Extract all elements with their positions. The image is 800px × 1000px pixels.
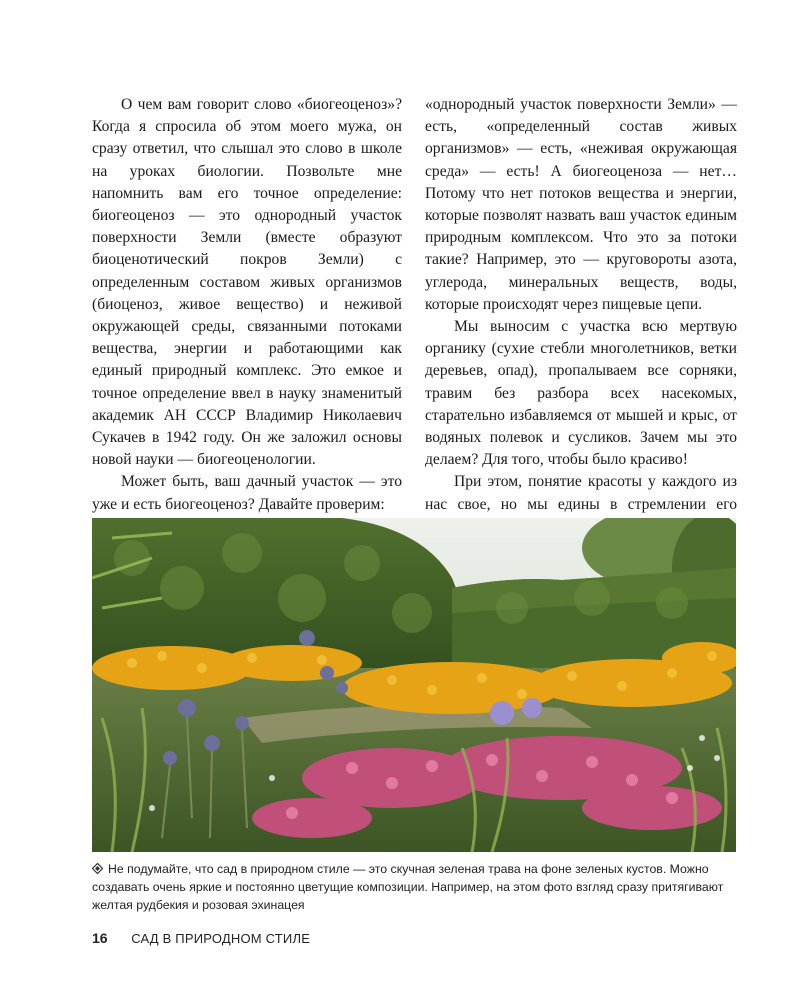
- left-text-column: [92, 94, 402, 516]
- paragraph: «однородный участок поверхности Земли» — есть, «определенный состав живых организмов» — есть, «неживая окружающая среда» — есть! А биогеоценоза — нет… Потому что нет потоков вещества и энергии, которые позволят назвать ваш участок единым природным комплексом. Что это за потоки такие? Например, это — круговороты азота, углерода, минеральных веществ, воды, которые происходят через пищевые цепи.: [425, 96, 737, 313]
- running-title: САД В ПРИРОДНОМ СТИЛЕ: [131, 931, 311, 946]
- paragraph: При этом, понятие красоты у каждого из нас свое, но мы едины в стремлении его: [425, 473, 737, 513]
- garden-illustration: [92, 518, 736, 852]
- page-footer: [92, 930, 310, 946]
- caption-text: Не подумайте, что сад в природном стиле — это скучная зеленая трава на фоне зеленых кустов. Можно создавать очень яркие и постоянно цветущие композиции. Например, на этом фото взгляд сразу притягивают желтая рудбекия и розовая эхинацея: [92, 862, 724, 912]
- paragraph: Мы выносим с участка всю мертвую органику (сухие стебли многолетников, ветки деревьев, опад), пропалываем все сорняки, травим без разбора всех насекомых, старательно избавляемся от мышей и крыс, от водяных полевок и сусликов. Зачем мы это делаем? Для того, чтобы было красиво!: [425, 318, 737, 469]
- page-number: 16: [92, 930, 108, 946]
- paragraph: Может быть, ваш дачный участок — это уже и есть биогеоценоз? Давайте проверим:: [92, 473, 402, 513]
- right-text-column: [425, 94, 737, 538]
- photo-caption: [92, 860, 742, 914]
- garden-photo: [92, 518, 736, 852]
- diamond-bullet-icon: [92, 863, 103, 874]
- paragraph: О чем вам говорит слово «биогеоценоз»? Когда я спросила об этом моего мужа, он сразу ответил, что слышал это слово в школе на уроках биологии. Позвольте мне напомнить вам его точное определение: биогеоценоз — это однородный участок поверхности Земли (вместе образуют биоценотический покров Земли) с определенным составом живых организмов (биоценоз, живое вещество) и неживой окружающей среды, связанными потоками вещества, энергии и работающими как единый природный комплекс. Это емкое и точное определение ввел в науку знаменитый академик АН СССР Владимир Николаевич Сукачев в 1942 году. Он же заложил основы новой науки — биогеоценологии.: [92, 96, 402, 469]
